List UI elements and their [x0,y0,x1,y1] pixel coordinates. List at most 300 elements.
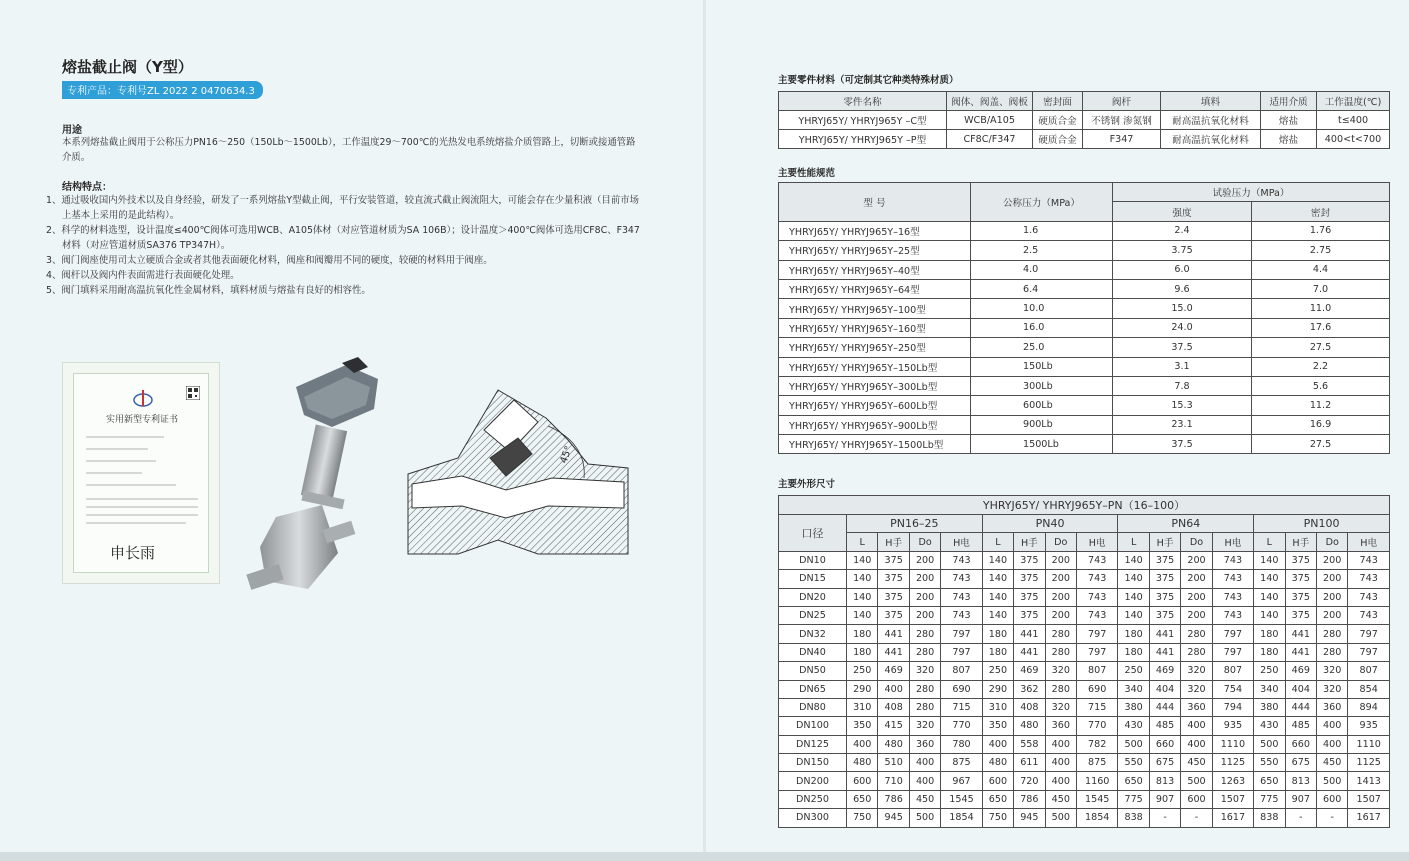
col-header: Do [909,533,940,551]
table-cell: 280 [909,643,940,661]
table-row [779,241,1390,260]
feature-item: 3、阀门阀座使用司太立硬质合金或者其他表面硬化材料，阀座和阀瓣用不同的硬度，较硬的材料用于阀座。 [46,255,493,266]
table-cell: 404 [1149,680,1180,698]
table-cell: 404 [1285,680,1316,698]
col-header: Do [1316,533,1347,551]
table-cell: 1.6 [971,221,1113,240]
materials-title: 主要零件材料（可定制其它种类特殊材质） [778,75,959,86]
table-cell: - [1285,809,1316,827]
table-cell: 310 [982,698,1013,716]
table-cell: 37.5 [1113,435,1252,454]
col-header: 填料 [1161,92,1261,111]
table-cell: 907 [1149,790,1180,808]
table-cell: 320 [909,717,940,735]
table-cell: 813 [1285,772,1316,790]
table-cell: 375 [878,570,909,588]
table-cell: 444 [1149,698,1180,716]
certificate-frame [73,373,209,573]
table-cell: DN125 [779,735,847,753]
table-cell: 400 [1181,735,1212,753]
table-row [779,338,1390,357]
table-cell: F347 [1083,130,1161,149]
table-cell: 450 [1181,754,1212,772]
table-cell: 360 [909,735,940,753]
table-cell: 441 [878,643,909,661]
table-cell: 375 [1014,551,1045,569]
table-cell: 743 [1077,570,1118,588]
table-cell: 2.2 [1252,357,1390,376]
table-row [779,643,1390,661]
table-cell: 375 [878,551,909,569]
patent-office-logo-icon [132,388,154,408]
table-cell: 200 [1316,606,1347,624]
qr-code-icon [186,386,200,400]
table-cell: 17.6 [1252,318,1390,337]
feature-item: 1、通过吸收国内外技术以及自身经验，研发了一系列熔盐Y型截止阀，平行安装管道，较直流式截止阀流阻大，可能会存在少量积液（目前市场上基本上采用的是此结构）。 [46,195,639,221]
table-cell: 430 [1118,717,1149,735]
table-cell: 907 [1285,790,1316,808]
table-row [779,318,1390,337]
features-heading: 结构特点： [62,182,112,193]
table-cell: 6.4 [971,279,1113,298]
table-cell: 15.0 [1113,299,1252,318]
table-cell: 743 [1212,551,1253,569]
table-cell: 140 [982,606,1013,624]
col-header: 密封面 [1033,92,1083,111]
col-header: H手 [1285,533,1316,551]
table-cell: YHRYJ65Y/ YHRYJ965Y–250型 [779,338,971,357]
table-row [779,717,1390,735]
table-cell: 320 [1045,662,1076,680]
table-cell: YHRYJ65Y/ YHRYJ965Y–64型 [779,279,971,298]
table-cell: 650 [847,790,878,808]
table-cell: 200 [909,551,940,569]
table-cell: 不锈钢 渗氮钢 [1083,111,1161,130]
table-cell: 1507 [1212,790,1253,808]
table-cell: 340 [1118,680,1149,698]
table-cell: 200 [909,570,940,588]
table-cell: 180 [982,643,1013,661]
table-cell: 690 [1077,680,1118,698]
table-cell: DN40 [779,643,847,661]
table-cell: 11.2 [1252,396,1390,415]
table-cell: 690 [941,680,982,698]
table-cell: DN150 [779,754,847,772]
col-header: 阀体、阀盖、阀板 [947,92,1033,111]
table-cell: 775 [1118,790,1149,808]
table-cell: 400 [1316,735,1347,753]
col-header: H手 [878,533,909,551]
table-cell: 280 [1045,680,1076,698]
table-cell: 797 [1348,625,1390,643]
table-row [779,130,1390,149]
table-cell: 280 [1045,643,1076,661]
table-cell: 500 [1254,735,1285,753]
table-cell: 485 [1149,717,1180,735]
table-row [779,111,1390,130]
table-cell: 375 [1285,570,1316,588]
table-cell: 375 [1014,588,1045,606]
table-cell: 280 [909,625,940,643]
table-cell: 1617 [1212,809,1253,827]
table-cell: 375 [878,606,909,624]
table-row [779,376,1390,395]
table-cell: 180 [847,643,878,661]
table-cell: 441 [1149,643,1180,661]
table-cell: 600Lb [971,396,1113,415]
table-cell: 441 [1014,643,1045,661]
col-header: L [847,533,878,551]
feature-item: 2、科学的材料选型，设计温度≤400℃阀体可选用WCB、A105体材（对应管道材质为SA 106B）；设计温度＞400℃阀体可选用CF8C、F347材料（对应管道材质SA376 TP347H）。 [46,225,640,251]
table-cell: 400 [878,680,909,698]
table-cell: 743 [1348,588,1390,606]
table-cell: 935 [1348,717,1390,735]
table-cell: 140 [1118,570,1149,588]
table-cell: 140 [1254,588,1285,606]
table-cell: 797 [1212,643,1253,661]
table-cell: 15.3 [1113,396,1252,415]
col-header-model: 型 号 [779,183,971,222]
table-cell: 280 [909,680,940,698]
table-cell: 290 [982,680,1013,698]
table-cell: 469 [1014,662,1045,680]
table-cell: 469 [1149,662,1180,680]
certificate-text-line [86,460,156,462]
table-cell: 200 [1316,588,1347,606]
table-cell: 140 [1118,551,1149,569]
table-cell: - [1149,809,1180,827]
table-cell: 743 [941,606,982,624]
table-cell: 250 [847,662,878,680]
col-header: 工作温度(℃) [1317,92,1390,111]
table-cell: 200 [909,606,940,624]
table-cell: 400 [1045,735,1076,753]
table-cell: DN25 [779,606,847,624]
table-cell: 200 [1181,606,1212,624]
table-cell: 250 [1254,662,1285,680]
table-cell: 480 [982,754,1013,772]
table-cell: 360 [1316,698,1347,716]
table-cell: YHRYJ65Y/ YHRYJ965Y –P型 [779,130,947,149]
table-cell: 27.5 [1252,435,1390,454]
table-cell: 558 [1014,735,1045,753]
certificate-text-line [86,448,148,450]
table-row [779,662,1390,680]
table-cell: 375 [1014,570,1045,588]
table-cell: 813 [1149,772,1180,790]
table-cell: 180 [982,625,1013,643]
table-cell: 444 [1285,698,1316,716]
table-cell: 熔盐 [1261,111,1317,130]
table-cell: 1110 [1348,735,1390,753]
table-cell: 611 [1014,754,1045,772]
table-cell: 2.5 [971,241,1113,260]
table-cell: 480 [878,735,909,753]
table-cell: 37.5 [1113,338,1252,357]
certificate-signature: 申长雨 [110,544,156,562]
table-cell: 450 [1045,790,1076,808]
performance-table [778,182,1390,454]
table-cell: 140 [1254,570,1285,588]
drawing-angle-label: 45° [558,444,575,466]
table-cell: 430 [1254,717,1285,735]
table-cell: 480 [847,754,878,772]
table-cell: - [1181,809,1212,827]
table-cell: 500 [909,809,940,827]
table-cell: 450 [1316,754,1347,772]
table-row [779,221,1390,240]
table-cell: 894 [1348,698,1390,716]
table-cell: 797 [1348,643,1390,661]
table-cell: YHRYJ65Y/ YHRYJ965Y–25型 [779,241,971,260]
valve-section-drawing [398,378,630,558]
table-cell: 200 [1316,551,1347,569]
table-row [779,260,1390,279]
table-cell: 200 [1045,551,1076,569]
table-cell: 200 [1316,570,1347,588]
table-cell: 5.6 [1252,376,1390,395]
table-header-row [779,92,1390,111]
table-cell: 310 [847,698,878,716]
table-cell: 150Lb [971,357,1113,376]
table-cell: YHRYJ65Y/ YHRYJ965Y–160型 [779,318,971,337]
col-header-pressure: 公称压力（MPa） [971,183,1113,222]
table-cell: 500 [1045,809,1076,827]
table-cell: 469 [878,662,909,680]
table-cell: 1854 [941,809,982,827]
table-cell: 140 [982,588,1013,606]
table-row [779,625,1390,643]
table-row [779,680,1390,698]
table-row [779,698,1390,716]
group-header: PN16–25 [847,515,983,533]
table-cell: 743 [941,570,982,588]
table-cell: YHRYJ65Y/ YHRYJ965Y–900Lb型 [779,415,971,434]
table-cell: 480 [1014,717,1045,735]
table-cell: 715 [1077,698,1118,716]
table-cell: 400 [909,772,940,790]
table-row [779,754,1390,772]
table-cell: 200 [1181,588,1212,606]
table-cell: 200 [1045,570,1076,588]
table-row [779,570,1390,588]
table-cell: 441 [1285,643,1316,661]
table-cell: 441 [1014,625,1045,643]
table-cell: 375 [1149,570,1180,588]
table-cell: 1507 [1348,790,1390,808]
table-cell: 945 [878,809,909,827]
table-cell: 23.1 [1113,415,1252,434]
table-cell: 600 [982,772,1013,790]
table-cell: 320 [1181,662,1212,680]
table-cell: 9.6 [1113,279,1252,298]
table-cell: YHRYJ65Y/ YHRYJ965Y–600Lb型 [779,396,971,415]
table-header-row [779,496,1390,515]
table-cell: 650 [982,790,1013,808]
table-cell: 408 [878,698,909,716]
table-cell: 320 [1316,662,1347,680]
table-cell: 660 [1149,735,1180,753]
table-cell: 6.0 [1113,260,1252,279]
table-cell: 770 [941,717,982,735]
certificate-text-line [86,506,198,508]
table-cell: DN200 [779,772,847,790]
table-cell: 675 [1285,754,1316,772]
table-cell: 550 [1254,754,1285,772]
col-header: 零件名称 [779,92,947,111]
table-cell: 400 [1316,717,1347,735]
col-header-test: 试验压力（MPa） [1113,183,1390,202]
table-cell: 1545 [1077,790,1118,808]
table-cell: DN20 [779,588,847,606]
table-cell: t≤400 [1317,111,1390,130]
table-cell: YHRYJ65Y/ YHRYJ965Y–150Lb型 [779,357,971,376]
table-cell: 2.75 [1252,241,1390,260]
col-header: L [1254,533,1285,551]
certificate-text-line [86,522,186,524]
table-cell: 1263 [1212,772,1253,790]
col-header: L [982,533,1013,551]
bottom-band [0,852,1409,861]
table-cell: 1160 [1077,772,1118,790]
table-cell: 24.0 [1113,318,1252,337]
table-cell: 441 [1285,625,1316,643]
table-cell: 415 [878,717,909,735]
table-cell: 710 [878,772,909,790]
table-cell: 600 [847,772,878,790]
table-cell: 750 [982,809,1013,827]
table-cell: 875 [941,754,982,772]
table-cell: 967 [941,772,982,790]
table-cell: 350 [847,717,878,735]
table-cell: 350 [982,717,1013,735]
table-cell: 400 [1045,754,1076,772]
table-cell: 797 [941,625,982,643]
table-cell: 743 [1212,606,1253,624]
table-cell: 743 [1077,551,1118,569]
table-cell: 935 [1212,717,1253,735]
table-cell: 782 [1077,735,1118,753]
table-cell: 400 [847,735,878,753]
patent-badge: 专利产品：专利号ZL 2022 2 0470634.3 [62,81,263,99]
table-cell: 290 [847,680,878,698]
table-cell: 807 [1212,662,1253,680]
usage-heading: 用途 [62,125,82,136]
table-cell: 380 [1118,698,1149,716]
table-row [779,772,1390,790]
table-cell: 11.0 [1252,299,1390,318]
table-cell: 180 [1118,625,1149,643]
table-cell: 140 [1118,606,1149,624]
feature-item: 5、阀门填料采用耐高温抗氧化性金属材料，填料材质与熔盐有良好的相容性。 [46,285,371,296]
table-cell: 280 [1181,625,1212,643]
table-cell: 375 [1149,606,1180,624]
table-cell: 1110 [1212,735,1253,753]
table-row [779,809,1390,827]
table-cell: 280 [1316,625,1347,643]
table-cell: 786 [878,790,909,808]
table-cell: 400 [982,735,1013,753]
table-cell: 140 [847,606,878,624]
table-cell: 耐高温抗氧化材料 [1161,130,1261,149]
table-cell: 786 [1014,790,1045,808]
table-cell: 300Lb [971,376,1113,395]
table-header-row [779,533,1390,551]
table-cell: DN32 [779,625,847,643]
col-header-strength: 强度 [1113,202,1252,221]
table-cell: 797 [1077,625,1118,643]
table-cell: 1854 [1077,809,1118,827]
table-cell: 797 [1212,625,1253,643]
table-row [779,299,1390,318]
col-header: 阀杆 [1083,92,1161,111]
table-cell: 807 [1348,662,1390,680]
table-cell: DN50 [779,662,847,680]
table-cell: 715 [941,698,982,716]
table-cell: 140 [847,570,878,588]
table-cell: 熔盐 [1261,130,1317,149]
table-cell: 4.4 [1252,260,1390,279]
certificate-title: 实用新型专利证书 [105,415,178,425]
table-cell: 10.0 [971,299,1113,318]
performance-title: 主要性能规范 [778,168,836,179]
table-cell: YHRYJ65Y/ YHRYJ965Y–16型 [779,221,971,240]
table-cell: 1500Lb [971,435,1113,454]
table-cell: 375 [1285,606,1316,624]
table-cell: 650 [1118,772,1149,790]
table-cell: 1.76 [1252,221,1390,240]
table-cell: 360 [1181,698,1212,716]
table-header-row [779,515,1390,533]
table-cell: 375 [1285,551,1316,569]
table-cell: 320 [1316,680,1347,698]
usage-text: 本系列熔盐截止阀用于公称压力PN16～250（150Lb～1500Lb），工作温度29～700℃的光热发电系统熔盐介质管路上，切断或接通管路介质。 [62,137,636,163]
table-cell: 875 [1077,754,1118,772]
table-cell: 400 [909,754,940,772]
table-row [779,588,1390,606]
table-cell: DN65 [779,680,847,698]
table-cell: 375 [1014,606,1045,624]
table-cell: 408 [1014,698,1045,716]
table-cell: 743 [1348,606,1390,624]
table-cell: DN300 [779,809,847,827]
features-list [46,193,646,298]
table-cell: 16.9 [1252,415,1390,434]
table-cell: YHRYJ65Y/ YHRYJ965Y–300Lb型 [779,376,971,395]
table-cell: CF8C/F347 [947,130,1033,149]
table-cell: 945 [1014,809,1045,827]
table-cell: 1125 [1348,754,1390,772]
table-row [779,415,1390,434]
table-cell: 775 [1254,790,1285,808]
table-cell: 1413 [1348,772,1390,790]
table-cell: 140 [1254,551,1285,569]
group-header: PN100 [1254,515,1390,533]
table-cell: 200 [1045,588,1076,606]
patent-certificate-image [62,362,220,584]
table-cell: 200 [909,588,940,606]
page-title: 熔盐截止阀（Y型） [62,58,193,76]
table-row [779,435,1390,454]
table-cell: YHRYJ65Y/ YHRYJ965Y–100型 [779,299,971,318]
table-cell: 770 [1077,717,1118,735]
table-cell: 650 [1254,772,1285,790]
table-cell: 140 [847,551,878,569]
table-cell: 3.1 [1113,357,1252,376]
feature-item: 4、阀杆以及阀内件表面需进行表面硬化处理。 [46,270,240,281]
table-cell: 320 [909,662,940,680]
group-header: PN40 [982,515,1118,533]
